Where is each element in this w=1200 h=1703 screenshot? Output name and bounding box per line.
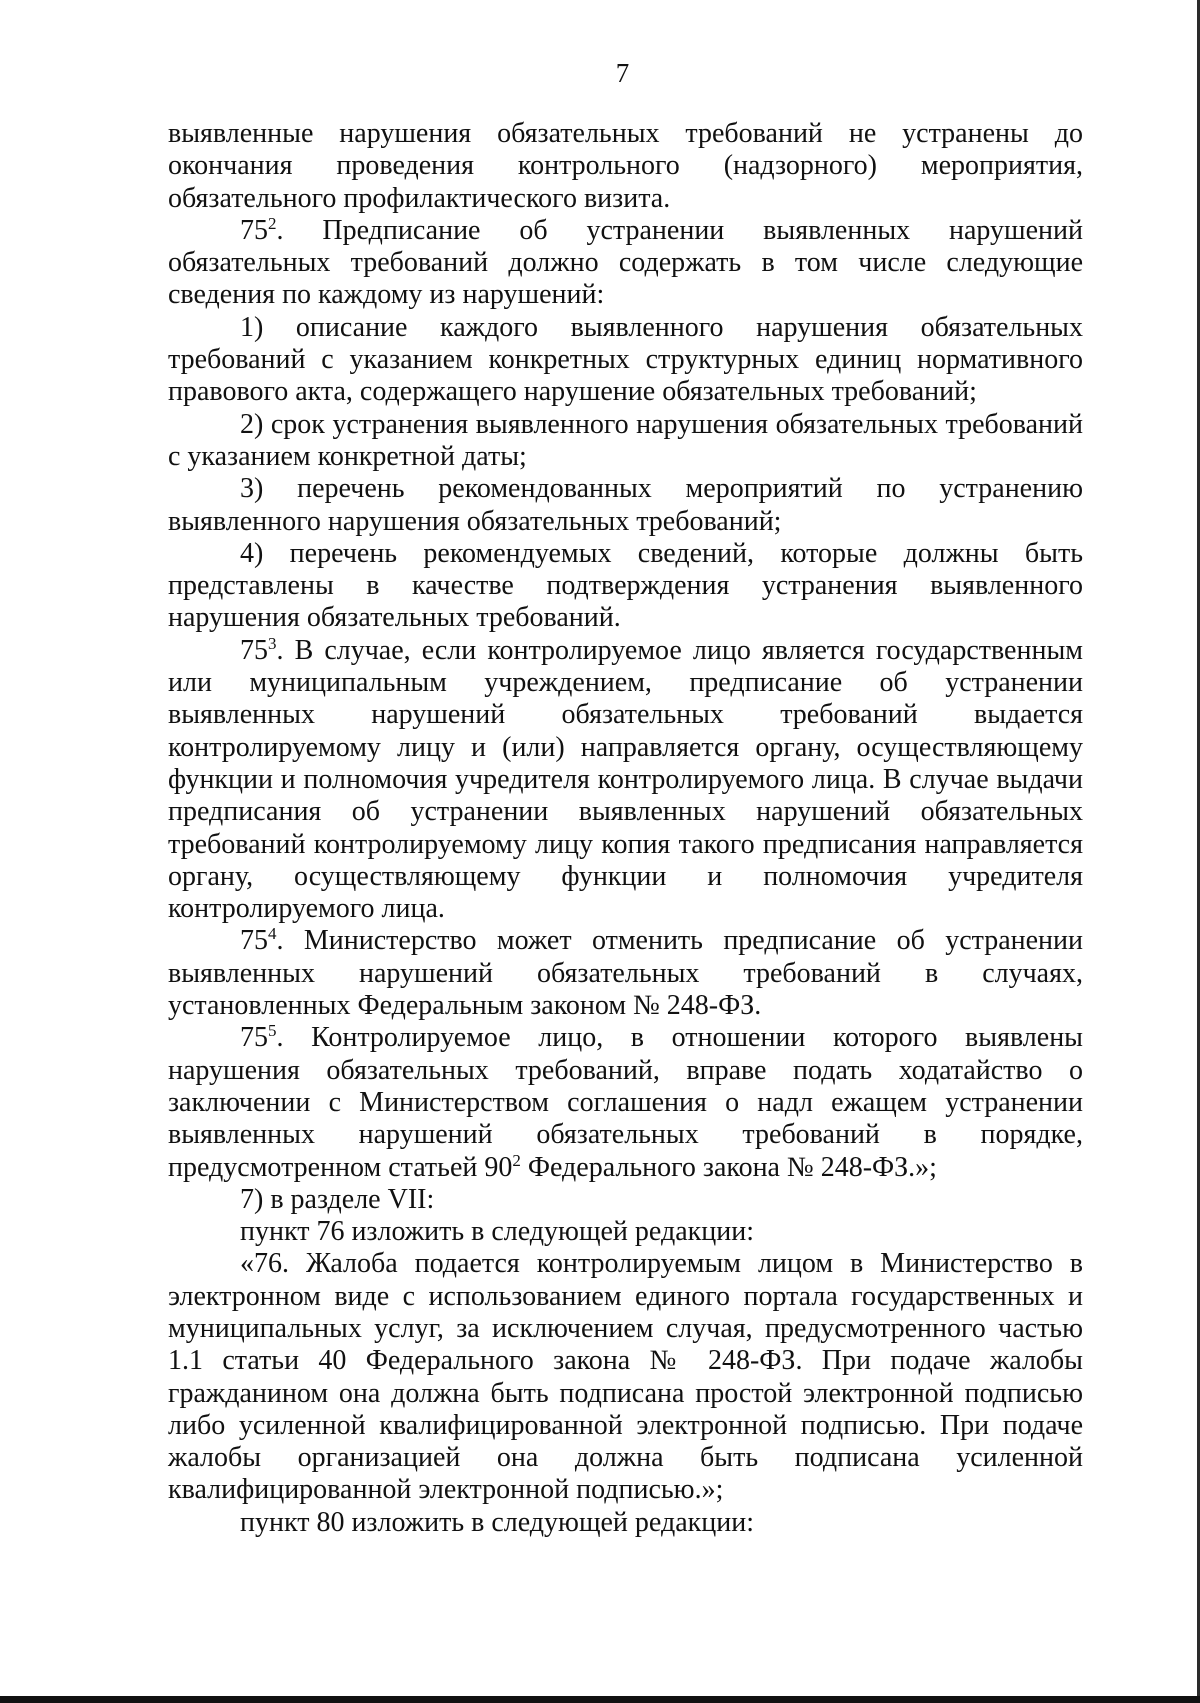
paragraph-point-76-intro: пункт 76 изложить в следующей редакции:	[240, 1216, 754, 1248]
paragraph-point-80-intro: пункт 80 изложить в следующей редакции:	[240, 1506, 754, 1538]
list-item-3: 3) перечень рекомендованных мероприятий по устранению выявленного нарушения обязательных требований;	[168, 473, 1083, 537]
paragraph-75-4: $75^4$. Министерство может отменить предписание об устранении выявленных нарушений обязательных требований в случаях, установленных Федеральным законом № 248-ФЗ.	[168, 924, 1083, 1022]
paragraph-continuation: выявленные нарушения обязательных требований не устранены до окончания проведения контрольного (надзорного) мероприятия, обязательного профилактического визита.	[168, 118, 1083, 214]
document-body	[168, 118, 1083, 1539]
list-item-1: 1) описание каждого выявленного нарушения обязательных требований с указанием конкретных структурных единиц нормативного правового акта, содержащего нарушение обязательных требований;	[168, 311, 1083, 408]
scan-edge-bottom	[0, 1696, 1200, 1703]
list-item-4: 4) перечень рекомендуемых сведений, которые должны быть представлены в качестве подтверждения устранения выявленного нарушения обязательных требований.	[168, 537, 1083, 634]
paragraph-75-3: $75^3$. В случае, если контролируемое лицо является государственным или муниципальным учреждением, предписание об устранении выявленных нарушений обязательных требований выдается контролируемому лицу и (или) направляется органу, осуществляющему функции и полномочия учредителя контролируемого лица. В случае выдачи предписания об устранении выявленных нарушений обязательных требований контролируемому лицу копия такого предписания направляется органу, осуществляющему функции и полномочия учредителя контролируемого лица.	[168, 633, 1083, 925]
page-number: 7	[615, 58, 630, 88]
list-item-2: 2) срок устранения выявленного нарушения обязательных требований с указанием конкретной даты;	[168, 408, 1083, 472]
paragraph-75-5: $75^5$. Контролируемое лицо, в отношении которого выявлены нарушения обязательных требований, вправе подать ходатайство о заключении с Министерством соглашения о надл ежащем устранении выявленных нарушений обязательных требований в порядке, предусмотренном статьей $90^2$ Федерального закона № 248-ФЗ.»;	[168, 1021, 1083, 1183]
paragraph-point-76: «76. Жалоба подается контролируемым лицом в Министерство в электронном виде с использованием единого портала государственных и муниципальных услуг, за исключением случая, предусмотренного частью 1.1 статьи 40 Федерального закона № 248-ФЗ. При подаче жалобы гражданином она должна быть подписана простой электронной подписью либо усиленной квалифицированной электронной подписью. При подаче жалобы организацией она должна быть подписана усиленной квалифицированной электронной подписью.»;	[168, 1248, 1083, 1506]
paragraph-75-2: $75^2$. Предписание об устранении выявленных нарушений обязательных требований должно содержать в том числе следующие сведения по каждому из нарушений:	[168, 213, 1083, 311]
section-vii-heading: 7) в разделе VII:	[240, 1183, 435, 1215]
